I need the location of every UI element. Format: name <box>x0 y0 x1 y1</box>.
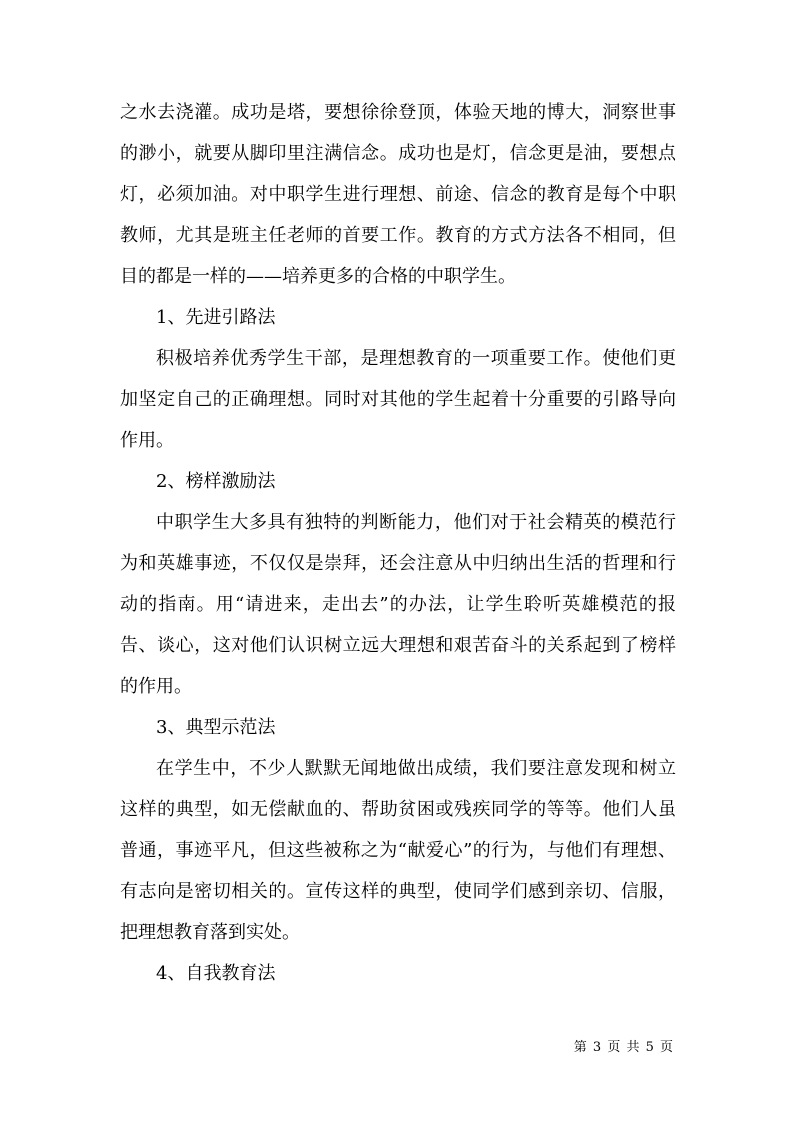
document-body <box>120 92 676 994</box>
paragraph: 之水去浇灌。成功是塔，要想徐徐登顶，体验天地的博大，洞察世事的渺小，就要从脚印里注满信念。成功也是灯，信念更是油，要想点灯，必须加油。对中职学生进行理想、前途、信念的教育是每个中职教师，尤其是班主任老师的首要工作。教育的方式方法各不相同，但目的都是一样的——培养更多的合格的中职学生。 <box>120 102 676 287</box>
paragraph: 在学生中，不少人默默无闻地做出成绩，我们要注意发现和树立这样的典型，如无偿献血的、帮助贫困或残疾同学的等等。他们人虽普通，事迹平凡，但这些被称之为“献爱心”的行为，与他们有理想、有志向是密切相关的。宣传这样的典型，使同学们感到亲切、信服，把理想教育落到实处。 <box>120 758 676 943</box>
section-heading: 1、先进引路法 <box>156 307 276 328</box>
section-heading: 2、榜样激励法 <box>156 471 276 492</box>
page-number-footer: 第 3 页 共 5 页 <box>573 1040 674 1055</box>
paragraph: 积极培养优秀学生干部，是理想教育的一项重要工作。使他们更加坚定自己的正确理想。同时对其他的学生起着十分重要的引路导向作用。 <box>120 348 676 451</box>
paragraph: 中职学生大多具有独特的判断能力，他们对于社会精英的模范行为和英雄事迹，不仅仅是崇拜，还会注意从中归纳出生活的哲理和行动的指南。用“请进来，走出去”的办法，让学生聆听英雄模范的报告、谈心，这对他们认识树立远大理想和艰苦奋斗的关系起到了榜样的作用。 <box>120 512 676 697</box>
section-heading: 3、典型示范法 <box>156 717 276 738</box>
section-heading: 4、自我教育法 <box>156 963 276 984</box>
